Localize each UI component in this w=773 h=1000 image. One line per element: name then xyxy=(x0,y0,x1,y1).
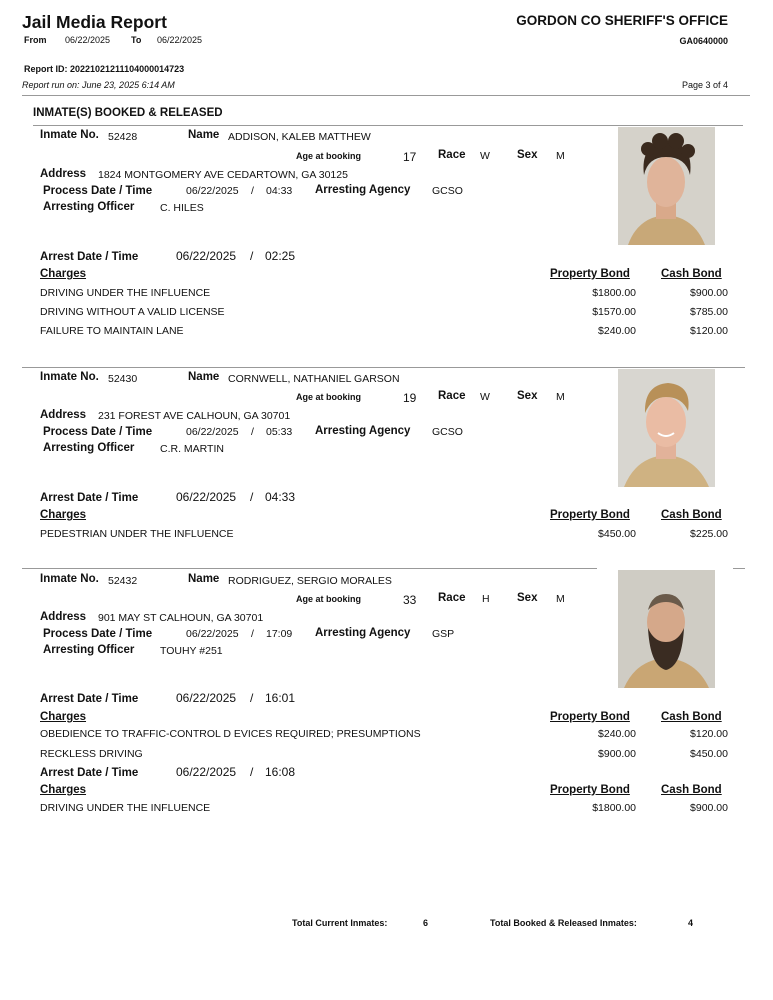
property-bond-value: $1800.00 xyxy=(592,802,636,814)
property-bond-value: $900.00 xyxy=(598,748,636,760)
age-label: Age at booking xyxy=(296,151,361,161)
charge-text: DRIVING UNDER THE INFLUENCE xyxy=(40,287,211,299)
record-divider xyxy=(22,367,745,368)
inmate-no-label: Inmate No. xyxy=(40,371,99,383)
total-booked-label: Total Booked & Released Inmates: xyxy=(490,918,637,928)
process-time: 17:09 xyxy=(266,628,293,640)
sex-label: Sex xyxy=(517,592,538,604)
cash-bond-value: $225.00 xyxy=(690,528,728,540)
agency-code: GA0640000 xyxy=(679,36,728,46)
officer-label: Arresting Officer xyxy=(43,442,135,454)
mugshot-photo xyxy=(618,570,715,688)
age-label: Age at booking xyxy=(296,392,361,402)
section-title: INMATE(S) BOOKED & RELEASED xyxy=(33,107,223,119)
arrest-time: 02:25 xyxy=(265,249,296,263)
arrest-time: 04:33 xyxy=(265,490,296,504)
cash-bond-value: $900.00 xyxy=(690,287,728,299)
address-value: 1824 MONTGOMERY AVE CEDARTOWN, GA 30125 xyxy=(98,169,348,181)
race-value: W xyxy=(480,150,490,162)
sex-value: M xyxy=(556,391,565,403)
property-bond-label: Property Bond xyxy=(550,784,630,796)
arrest-label: Arrest Date / Time xyxy=(40,251,139,263)
race-label: Race xyxy=(438,592,466,604)
to-label: To xyxy=(131,35,142,45)
inmate-no: 52432 xyxy=(108,575,138,587)
record-divider xyxy=(733,568,745,569)
property-bond-value: $240.00 xyxy=(598,325,636,337)
cash-bond-value: $900.00 xyxy=(690,802,728,814)
inmate-name: ADDISON, KALEB MATTHEW xyxy=(228,131,371,143)
from-label: From xyxy=(24,35,47,45)
address-label: Address xyxy=(40,409,87,421)
sex-value: M xyxy=(556,150,565,162)
process-label: Process Date / Time xyxy=(43,426,153,438)
inmate-no: 52428 xyxy=(108,131,138,143)
process-time: 05:33 xyxy=(266,426,293,438)
arrest-date: 06/22/2025 xyxy=(176,249,237,263)
arrest-date: 06/22/2025 xyxy=(176,691,237,705)
arrest-label: Arrest Date / Time xyxy=(40,767,139,779)
property-bond-value: $240.00 xyxy=(598,728,636,740)
agency-label: Arresting Agency xyxy=(315,184,411,196)
age-value: 19 xyxy=(403,391,417,405)
name-label: Name xyxy=(188,573,220,585)
officer-label: Arresting Officer xyxy=(43,644,135,656)
agency-label: Arresting Agency xyxy=(315,425,411,437)
property-bond-value: $1570.00 xyxy=(592,306,636,318)
record-divider xyxy=(22,568,597,569)
mugshot-photo xyxy=(618,369,715,487)
property-bond-value: $1800.00 xyxy=(592,287,636,299)
sex-label: Sex xyxy=(517,390,538,402)
process-slash: / xyxy=(251,185,254,197)
cash-bond-value: $120.00 xyxy=(690,728,728,740)
property-bond-label: Property Bond xyxy=(550,509,630,521)
process-label: Process Date / Time xyxy=(43,185,153,197)
race-value: H xyxy=(482,593,490,605)
officer-value: C.R. MARTIN xyxy=(160,443,224,455)
arrest-slash: / xyxy=(250,490,254,504)
page-number: Page 3 of 4 xyxy=(681,80,728,90)
arrest-label: Arrest Date / Time xyxy=(40,492,139,504)
age-value: 17 xyxy=(403,150,417,164)
officer-value: TOUHY #251 xyxy=(160,645,223,657)
header-divider xyxy=(22,95,750,96)
arrest-slash: / xyxy=(250,249,254,263)
officer-label: Arresting Officer xyxy=(43,201,135,213)
arrest-label: Arrest Date / Time xyxy=(40,693,139,705)
from-date: 06/22/2025 xyxy=(65,35,111,45)
agency-value: GCSO xyxy=(432,185,463,197)
charges-label: Charges xyxy=(40,509,87,521)
process-date: 06/22/2025 xyxy=(186,426,239,438)
report-title: Jail Media Report xyxy=(22,12,167,32)
total-current-value: 6 xyxy=(423,918,429,928)
agency-value: GSP xyxy=(432,628,455,640)
agency-label: Arresting Agency xyxy=(315,627,411,639)
charges-label: Charges xyxy=(40,268,87,280)
cash-bond-value: $120.00 xyxy=(690,325,728,337)
property-bond-label: Property Bond xyxy=(550,268,630,280)
cash-bond-value: $785.00 xyxy=(690,306,728,318)
inmate-name: RODRIGUEZ, SERGIO MORALES xyxy=(228,575,392,587)
charge-text: OBEDIENCE TO TRAFFIC-CONTROL D EVICES REQUIRED; PRESUMPTIONS xyxy=(40,728,421,740)
cash-bond-label: Cash Bond xyxy=(661,268,722,280)
charge-text: RECKLESS DRIVING xyxy=(40,748,143,760)
arrest-time: 16:01 xyxy=(265,691,296,705)
charge-text: DRIVING WITHOUT A VALID LICENSE xyxy=(40,306,225,318)
arrest-slash: / xyxy=(250,765,254,779)
to-date: 06/22/2025 xyxy=(157,35,203,45)
arrest-date: 06/22/2025 xyxy=(176,765,237,779)
charge-text: DRIVING UNDER THE INFLUENCE xyxy=(40,802,211,814)
race-value: W xyxy=(480,391,490,403)
race-label: Race xyxy=(438,149,466,161)
arrest-date: 06/22/2025 xyxy=(176,490,237,504)
age-label: Age at booking xyxy=(296,594,361,604)
total-booked-value: 4 xyxy=(688,918,694,928)
agency-value: GCSO xyxy=(432,426,463,438)
process-slash: / xyxy=(251,628,254,640)
total-current-label: Total Current Inmates: xyxy=(292,918,388,928)
cash-bond-label: Cash Bond xyxy=(661,711,722,723)
charges-label: Charges xyxy=(40,711,87,723)
process-label: Process Date / Time xyxy=(43,628,153,640)
process-time: 04:33 xyxy=(266,185,293,197)
cash-bond-value: $450.00 xyxy=(690,748,728,760)
agency-name: GORDON CO SHERIFF'S OFFICE xyxy=(516,13,728,28)
address-value: 901 MAY ST CALHOUN, GA 30701 xyxy=(98,612,264,624)
address-value: 231 FOREST AVE CALHOUN, GA 30701 xyxy=(98,410,291,422)
address-label: Address xyxy=(40,611,87,623)
sex-label: Sex xyxy=(517,149,538,161)
inmate-no: 52430 xyxy=(108,373,138,385)
report-run: Report run on: June 23, 2025 6:14 AM xyxy=(22,80,175,90)
process-slash: / xyxy=(251,426,254,438)
charge-text: FAILURE TO MAINTAIN LANE xyxy=(40,325,184,337)
arrest-time: 16:08 xyxy=(265,765,296,779)
arrest-slash: / xyxy=(250,691,254,705)
inmate-no-label: Inmate No. xyxy=(40,129,99,141)
cash-bond-label: Cash Bond xyxy=(661,509,722,521)
race-label: Race xyxy=(438,390,466,402)
address-label: Address xyxy=(40,168,87,180)
charge-text: PEDESTRIAN UNDER THE INFLUENCE xyxy=(40,528,234,540)
charges-label: Charges xyxy=(40,784,87,796)
process-date: 06/22/2025 xyxy=(186,185,239,197)
section-divider xyxy=(33,125,743,126)
mugshot-photo xyxy=(618,127,715,245)
property-bond-label: Property Bond xyxy=(550,711,630,723)
inmate-name: CORNWELL, NATHANIEL GARSON xyxy=(228,373,400,385)
process-date: 06/22/2025 xyxy=(186,628,239,640)
inmate-no-label: Inmate No. xyxy=(40,573,99,585)
sex-value: M xyxy=(556,593,565,605)
cash-bond-label: Cash Bond xyxy=(661,784,722,796)
age-value: 33 xyxy=(403,593,417,607)
officer-value: C. HILES xyxy=(160,202,204,214)
report-id: Report ID: 20221021211104000014723 xyxy=(24,64,185,74)
property-bond-value: $450.00 xyxy=(598,528,636,540)
name-label: Name xyxy=(188,371,220,383)
name-label: Name xyxy=(188,129,220,141)
